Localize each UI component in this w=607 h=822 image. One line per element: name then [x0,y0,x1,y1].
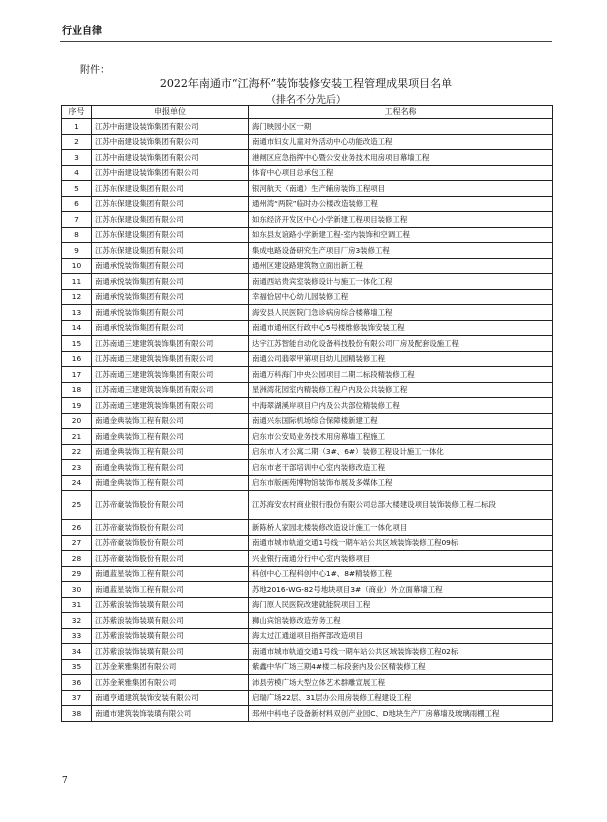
column-header-no: 序号 [62,106,92,119]
row-unit: 南通金典装饰工程有限公司 [92,460,249,476]
row-number: 18 [62,382,92,398]
row-project: 银河航天（南通）生产辅房装饰工程项目 [249,181,553,197]
row-unit: 南通承悦装饰集团有限公司 [92,320,249,336]
document-title: 2022年南通市“江海杯”装饰装修安装工程管理成果项目名单 [159,77,453,90]
table-header-row [62,106,553,119]
row-unit: 南通金典装饰工程有限公司 [92,475,249,491]
row-number: 4 [62,165,92,181]
row-number: 32 [62,613,92,629]
row-project: 启东市人才公寓二期（3#、6#）装修工程设计施工一体化 [249,444,553,460]
row-unit: 江苏东保建设集团有限公司 [92,227,249,243]
row-number: 15 [62,336,92,352]
row-unit: 江苏南通三建建筑装饰集团有限公司 [92,382,249,398]
table-row [62,351,553,367]
table-row [62,196,553,212]
row-project: 兴业银行南通分行中心室内装修项目 [249,551,553,567]
row-number: 26 [62,520,92,536]
row-number: 34 [62,644,92,660]
row-number: 17 [62,367,92,383]
row-project: 南通市城市轨道交通1号线一期车站公共区域装饰装修工程09标 [249,535,553,551]
table-row [62,429,553,445]
row-number: 27 [62,535,92,551]
document-subtitle: （排名不分先后） [266,95,346,106]
row-project: 集成电路设备研究生产项目厂房3装修工程 [249,243,553,259]
row-number: 20 [62,413,92,429]
row-unit: 江苏帝豪装饰股份有限公司 [92,551,249,567]
row-project: 达宇江苏智能自动化设备科技股份有限公司厂房及配套设施工程 [249,336,553,352]
row-project: 海门原人民医院改建就能院项目工程 [249,597,553,613]
table-row [62,119,553,135]
row-number: 8 [62,227,92,243]
row-number: 24 [62,475,92,491]
row-unit: 南通承悦装饰集团有限公司 [92,289,249,305]
table-row [62,659,553,675]
table-row [62,336,553,352]
row-project: 南通市城市轨道交通1号线一期车站公共区域装饰装修工程02标 [249,644,553,660]
row-project: 通州区建设路建筑物立面出新工程 [249,258,553,274]
row-number: 10 [62,258,92,274]
table-row [62,150,553,166]
row-project: 邳州中科电子设备新材料双创产业园C、D地块生产厂房幕墙及玻璃雨棚工程 [249,706,553,722]
row-number: 29 [62,566,92,582]
row-unit: 江苏中南建设装饰集团有限公司 [92,165,249,181]
row-project: 体育中心项目总承包工程 [249,165,553,181]
row-project: 新陈桥人家园北楼装修改造设计施工一体化项目 [249,520,553,536]
row-unit: 江苏紫浪装饰装璜有限公司 [92,628,249,644]
row-project: 如东经济开发区中心小学新建工程项目装修工程 [249,212,553,228]
column-header-unit: 申报单位 [92,106,249,119]
row-unit: 南通承悦装饰集团有限公司 [92,274,249,290]
row-number: 23 [62,460,92,476]
table-row [62,274,553,290]
row-unit: 江苏紫浪装饰装璜有限公司 [92,613,249,629]
table-row [62,675,553,691]
row-project: 紫鑫中华广场三期4#楼二标段套内及公区精装修工程 [249,659,553,675]
row-number: 30 [62,582,92,598]
row-project: 海安县人民医院门急诊病房综合楼幕墙工程 [249,305,553,321]
row-number: 14 [62,320,92,336]
row-number: 3 [62,150,92,166]
row-unit: 江苏金莱雅集团有限公司 [92,659,249,675]
row-number: 37 [62,690,92,706]
row-unit: 南通金典装饰工程有限公司 [92,429,249,445]
row-unit: 江苏金莱雅集团有限公司 [92,675,249,691]
row-unit: 南通承悦装饰集团有限公司 [92,258,249,274]
row-number: 16 [62,351,92,367]
table-row [62,181,553,197]
row-number: 33 [62,628,92,644]
table-row [62,613,553,629]
table-row [62,134,553,150]
table-row [62,165,553,181]
row-project: 江苏海安农村商业银行股份有限公司总部大楼建设项目装饰装修工程二标段 [249,491,553,520]
row-number: 38 [62,706,92,722]
table-row [62,520,553,536]
table-row [62,551,553,567]
row-project: 南通市妇女儿童对外活动中心功能改造工程 [249,134,553,150]
row-unit: 江苏紫浪装饰装璜有限公司 [92,644,249,660]
row-project: 海门映园小区一期 [249,119,553,135]
row-number: 35 [62,659,92,675]
row-project: 科创中心工程科创中心1#、8#精装修工程 [249,566,553,582]
table-row [62,227,553,243]
row-number: 7 [62,212,92,228]
row-unit: 江苏南通三建建筑装饰集团有限公司 [92,367,249,383]
row-number: 11 [62,274,92,290]
header-divider [60,41,552,42]
table-row [62,491,553,520]
row-number: 5 [62,181,92,197]
row-project: 南通兴东国际机场综合保障楼新建工程 [249,413,553,429]
row-project: 港闸区应急指挥中心暨公安业务技术用房项目幕墙工程 [249,150,553,166]
table-row [62,382,553,398]
table-row [62,628,553,644]
table-row [62,289,553,305]
table-row [62,566,553,582]
table-row [62,535,553,551]
row-unit: 江苏东保建设集团有限公司 [92,181,249,197]
row-project: 南通西站贵宾室装修设计与施工一体化工程 [249,274,553,290]
row-project: 启东市老干部培训中心室内装修改造工程 [249,460,553,476]
table-row [62,644,553,660]
row-number: 9 [62,243,92,259]
row-project: 星洲湾花园室内精装修工程户内及公共装修工程 [249,382,553,398]
row-number: 28 [62,551,92,567]
table-row [62,444,553,460]
table-row [62,305,553,321]
row-project: 启东市版画苑博物馆装饰布展及多媒体工程 [249,475,553,491]
table-row [62,582,553,598]
row-number: 25 [62,491,92,520]
row-project: 启东市公安局业务技术用房幕墙工程施工 [249,429,553,445]
table-row [62,413,553,429]
row-number: 36 [62,675,92,691]
row-number: 21 [62,429,92,445]
row-unit: 江苏东保建设集团有限公司 [92,212,249,228]
row-unit: 南通蓝星装饰工程有限公司 [92,582,249,598]
page-number: 7 [62,776,68,786]
row-project: 苏地2016-WG-82号地块项目3#（商业）外立面幕墙工程 [249,582,553,598]
table-row [62,367,553,383]
table-row [62,243,553,259]
row-number: 22 [62,444,92,460]
row-project: 启瑞广场22层、31层办公用房装修工程建设工程 [249,690,553,706]
row-project: 沛县劳模广场大型立体艺术群雕宣展工程 [249,675,553,691]
project-table [61,105,553,722]
row-unit: 江苏紫浪装饰装璜有限公司 [92,597,249,613]
table-row [62,460,553,476]
row-project: 海太过江通道项目指挥部改造项目 [249,628,553,644]
row-unit: 南通金典装饰工程有限公司 [92,413,249,429]
row-project: 如东县友谊路小学新建工程-室内装饰和空调工程 [249,227,553,243]
row-unit: 江苏南通三建建筑装饰集团有限公司 [92,336,249,352]
row-unit: 江苏中南建设装饰集团有限公司 [92,150,249,166]
row-number: 31 [62,597,92,613]
row-number: 1 [62,119,92,135]
row-number: 13 [62,305,92,321]
row-number: 19 [62,398,92,414]
row-number: 6 [62,196,92,212]
row-unit: 南通亨通建筑装饰安装有限公司 [92,690,249,706]
row-unit: 南通承悦装饰集团有限公司 [92,305,249,321]
row-number: 2 [62,134,92,150]
table-row [62,320,553,336]
table-row [62,690,553,706]
row-project: 南通市通州区行政中心5号楼维修装饰安装工程 [249,320,553,336]
row-unit: 南通金典装饰工程有限公司 [92,444,249,460]
row-unit: 江苏南通三建建筑装饰集团有限公司 [92,351,249,367]
row-unit: 江苏帝豪装饰股份有限公司 [92,491,249,520]
row-unit: 江苏东保建设集团有限公司 [92,196,249,212]
row-unit: 南通蓝星装饰工程有限公司 [92,566,249,582]
row-unit: 江苏中南建设装饰集团有限公司 [92,134,249,150]
row-number: 12 [62,289,92,305]
row-project: 南通公司翡翠甲第项目幼儿园精装修工程 [249,351,553,367]
header-label: 行业自律 [62,26,102,37]
row-unit: 江苏帝豪装饰股份有限公司 [92,535,249,551]
table-row [62,398,553,414]
table-row [62,706,553,722]
row-project: 幸福恰居中心幼儿园装修工程 [249,289,553,305]
row-unit: 江苏南通三建建筑装饰集团有限公司 [92,398,249,414]
table-row [62,475,553,491]
annex-label: 附件： [80,65,110,76]
table-row [62,212,553,228]
row-unit: 江苏中南建设装饰集团有限公司 [92,119,249,135]
table-row [62,258,553,274]
row-unit: 江苏帝豪装饰股份有限公司 [92,520,249,536]
row-project: 狮山宾馆装修改造劳务工程 [249,613,553,629]
table-row [62,597,553,613]
row-project: 中海翠湖溪岸项目户内及公共部位精装修工程 [249,398,553,414]
row-unit: 南通市建筑装饰装璜有限公司 [92,706,249,722]
row-project: 通州湾“两院”临时办公楼改造装修工程 [249,196,553,212]
row-unit: 江苏东保建设集团有限公司 [92,243,249,259]
table-body [62,119,553,722]
row-project: 南通万科海门中央公园项目二期二标段精装修工程 [249,367,553,383]
column-header-project: 工程名称 [249,106,553,119]
